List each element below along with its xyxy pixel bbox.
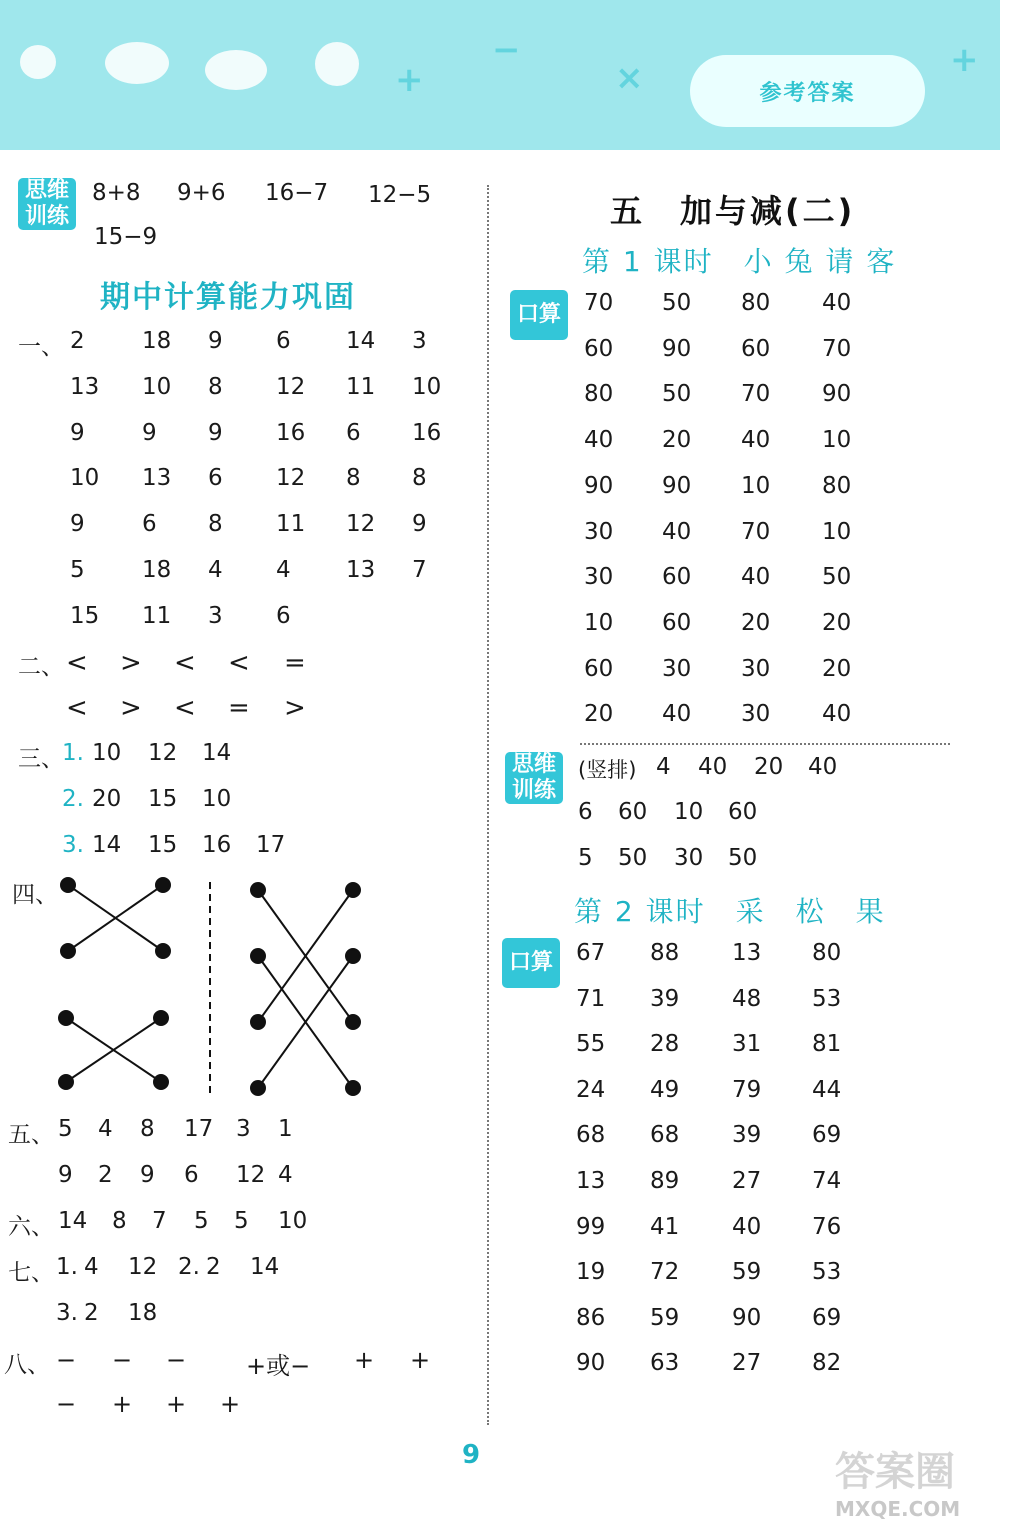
think-item: 15−9 — [94, 224, 158, 250]
answer-cell: 4 — [278, 1162, 293, 1188]
answer-cell: 70 — [584, 290, 614, 316]
answer-cell: 11 — [276, 511, 306, 538]
answer-cell: 28 — [650, 1031, 680, 1058]
dotted-separator — [580, 743, 950, 745]
answer-cell: 20 — [662, 427, 692, 454]
answer-cell: 6 — [578, 799, 593, 825]
answer-label: 参考答案 — [690, 55, 925, 127]
answer-cell: 30 — [741, 701, 771, 728]
chapter-title: 五 加与减(二) — [610, 192, 856, 230]
answer-cell: 5 — [70, 557, 85, 583]
kousuan-badge — [510, 290, 568, 340]
answer-cell: 40 — [741, 564, 771, 591]
match-dot — [59, 1011, 73, 1025]
answer-cell: 55 — [576, 1031, 606, 1058]
answer-cell: 40 — [822, 290, 852, 316]
answer-cell: 40 — [732, 1213, 762, 1240]
compare-symbol: < — [174, 648, 196, 678]
answer-cell: 10 — [584, 609, 614, 636]
cloud-icon — [20, 45, 56, 79]
answer-cell: 17 — [256, 832, 286, 858]
answer-cell: 20 — [754, 754, 784, 780]
compare-symbol: < — [228, 648, 250, 678]
answer-cell: 10 — [278, 1208, 308, 1234]
answer-cell: 50 — [618, 844, 648, 871]
badge-line: 思维 — [511, 752, 556, 777]
answer-cell: 14 — [346, 328, 376, 354]
badge-line: 训练 — [24, 204, 69, 229]
answer-cell: 60 — [662, 609, 692, 636]
answer-cell: 2 — [98, 1162, 113, 1188]
answer-cell: 69 — [812, 1122, 842, 1149]
q4-label: 四、 — [12, 882, 58, 908]
match-dot — [346, 1081, 360, 1095]
column-divider — [487, 185, 489, 1425]
sign-cell: + — [166, 1390, 187, 1418]
match-dot — [59, 1075, 73, 1089]
answer-cell: 40 — [662, 701, 692, 728]
answer-cell: 27 — [732, 1350, 762, 1377]
match-dot — [346, 1015, 360, 1029]
answer-cell: 40 — [662, 518, 692, 545]
answer-cell: 2 — [206, 1254, 221, 1280]
compare-symbol: = — [284, 648, 306, 678]
badge-line: 训练 — [511, 778, 556, 803]
answer-cell: 10 — [142, 373, 172, 400]
match-dot — [346, 883, 360, 897]
answer-cell: 90 — [662, 335, 692, 362]
answer-cell: 67 — [576, 940, 606, 966]
answer-cell: 5 — [578, 844, 593, 871]
answer-cell: 14 — [92, 832, 122, 858]
answer-cell: 60 — [741, 335, 771, 362]
answer-cell: 4 — [656, 754, 671, 780]
kousuan-badge — [502, 938, 560, 988]
match-dot — [251, 1015, 265, 1029]
q2-label: 二、 — [18, 654, 64, 680]
answer-cell: 40 — [698, 754, 728, 780]
answer-cell: 80 — [812, 940, 842, 966]
header-banner — [0, 0, 1000, 150]
compare-symbol: < — [66, 693, 88, 723]
answer-cell: 1. — [56, 1254, 78, 1280]
answer-cell: 40 — [822, 701, 852, 728]
answer-cell: 30 — [662, 655, 692, 682]
answer-cell: 49 — [650, 1076, 680, 1103]
match-dot — [61, 878, 75, 892]
answer-cell: 50 — [822, 564, 852, 591]
answer-cell: 53 — [812, 1259, 842, 1286]
plus-icon: + — [950, 40, 979, 80]
answer-cell: 10 — [741, 472, 771, 499]
sign-cell: +或− — [246, 1352, 311, 1380]
answer-cell: 50 — [728, 844, 758, 871]
answer-cell: 60 — [728, 799, 758, 825]
answer-cell: 9 — [208, 419, 223, 446]
answer-cell: 76 — [812, 1213, 842, 1240]
answer-cell: 3 — [412, 328, 427, 354]
lesson1-title: 第 1 课时 小 兔 请 客 — [582, 245, 897, 278]
answer-cell: 27 — [732, 1168, 762, 1194]
answer-cell: 4 — [98, 1116, 113, 1142]
answer-cell: 40 — [808, 754, 838, 780]
cloud-icon — [105, 42, 169, 84]
answer-cell: 8 — [140, 1116, 155, 1142]
answer-cell: 63 — [650, 1350, 680, 1377]
answer-cell: 18 — [128, 1300, 158, 1326]
answer-cell: 3. — [56, 1300, 78, 1326]
answer-cell: 20 — [741, 609, 771, 636]
answer-cell: 12 — [346, 511, 376, 538]
answer-cell: 17 — [184, 1116, 214, 1142]
sign-cell: + — [112, 1390, 133, 1418]
answer-cell: 89 — [650, 1168, 680, 1194]
answer-cell: 18 — [142, 328, 172, 354]
watermark — [835, 1440, 1005, 1530]
answer-cell: 70 — [822, 335, 852, 362]
answer-cell: 41 — [650, 1213, 680, 1240]
match-dot — [156, 944, 170, 958]
answer-cell: 88 — [650, 940, 680, 966]
answer-cell: 3 — [208, 602, 223, 629]
answer-cell: 90 — [822, 381, 852, 408]
answer-cell: 90 — [584, 472, 614, 499]
answer-cell: 59 — [650, 1304, 680, 1331]
answer-cell: 10 — [92, 740, 122, 766]
page-number: 9 — [462, 1440, 481, 1470]
answer-cell: 8 — [208, 373, 223, 400]
q6-label: 六、 — [8, 1214, 54, 1240]
answer-cell: 9 — [142, 419, 157, 446]
sub-number: 3. — [62, 832, 84, 858]
answer-cell: 18 — [142, 557, 172, 583]
compare-symbol: > — [120, 648, 142, 678]
answer-cell: 68 — [576, 1122, 606, 1149]
think-badge-right — [505, 752, 563, 804]
answer-cell: 10 — [202, 786, 232, 812]
answer-cell: 60 — [584, 655, 614, 682]
badge-line: 口算 — [508, 950, 553, 975]
think-item: 16−7 — [265, 180, 329, 206]
answer-cell: 4 — [276, 557, 291, 583]
answer-cell: 2 — [70, 328, 85, 354]
lesson2-title: 第 2 课时 采 松 果 — [574, 895, 886, 928]
answer-cell: 16 — [276, 419, 306, 446]
answer-cell: 82 — [812, 1350, 842, 1377]
answer-cell: 8 — [346, 465, 361, 492]
answer-cell: 40 — [584, 427, 614, 454]
matching-diagram — [50, 870, 430, 1100]
answer-cell: 24 — [576, 1076, 606, 1103]
match-dot — [346, 949, 360, 963]
answer-cell: 79 — [732, 1076, 762, 1103]
answer-cell: 14 — [58, 1208, 88, 1234]
minus-icon: − — [492, 30, 521, 70]
answer-cell: 13 — [576, 1168, 606, 1194]
match-dot — [154, 1075, 168, 1089]
answer-cell: 8 — [208, 511, 223, 538]
sub-number: 1. — [62, 740, 84, 766]
answer-cell: 71 — [576, 985, 606, 1012]
rain-cloud-icon — [205, 50, 267, 90]
answer-cell: 6 — [142, 511, 157, 538]
answer-cell: 2 — [84, 1300, 99, 1326]
answer-cell: 53 — [812, 985, 842, 1012]
answer-cell: 86 — [576, 1304, 606, 1331]
times-icon: × — [615, 58, 644, 98]
answer-cell: 20 — [584, 701, 614, 728]
answer-cell: 1 — [278, 1116, 293, 1142]
answer-cell: 20 — [822, 609, 852, 636]
section-title: 期中计算能力巩固 — [100, 280, 356, 315]
answer-cell: 59 — [732, 1259, 762, 1286]
answer-cell: 10 — [822, 518, 852, 545]
answer-cell: 80 — [584, 381, 614, 408]
answer-cell: 4 — [208, 557, 223, 583]
answer-cell: 99 — [576, 1213, 606, 1240]
answer-cell: 15 — [70, 602, 100, 629]
think-badge — [18, 178, 76, 230]
answer-cell: 90 — [576, 1350, 606, 1377]
match-dot — [61, 944, 75, 958]
answer-cell: 7 — [412, 557, 427, 583]
match-dot — [154, 1011, 168, 1025]
answer-cell: 3 — [236, 1116, 251, 1142]
badge-line: 口算 — [516, 302, 561, 327]
answer-cell: 11 — [346, 373, 376, 400]
watermark-line: 答案圈 — [835, 1449, 955, 1495]
answer-cell: 16 — [202, 832, 232, 858]
sign-cell: + — [220, 1390, 241, 1418]
sign-cell: + — [354, 1346, 375, 1374]
q8-label: 八、 — [4, 1352, 50, 1378]
answer-cell: 11 — [142, 602, 172, 629]
answer-cell: 7 — [152, 1208, 167, 1234]
answer-cell: 69 — [812, 1304, 842, 1331]
answer-cell: 90 — [662, 472, 692, 499]
answer-cell: 8 — [112, 1208, 127, 1234]
q3-label: 三、 — [18, 746, 64, 772]
answer-cell: 13 — [70, 373, 100, 400]
answer-cell: 80 — [822, 472, 852, 499]
answer-cell: 16 — [412, 419, 442, 446]
answer-cell: 50 — [662, 381, 692, 408]
answer-cell: 9 — [140, 1162, 155, 1188]
sign-cell: − — [56, 1346, 77, 1374]
watermark-line: MXQE.COM — [835, 1497, 961, 1521]
answer-cell: 14 — [250, 1254, 280, 1280]
answer-cell: 2. — [178, 1254, 200, 1280]
answer-cell: 19 — [576, 1259, 606, 1286]
answer-cell: 6 — [276, 602, 291, 629]
think-item: 8+8 — [92, 180, 141, 206]
sign-cell: − — [166, 1346, 187, 1374]
answer-cell: 9 — [58, 1162, 73, 1188]
answer-cell: 13 — [346, 557, 376, 583]
answer-cell: 14 — [202, 740, 232, 766]
answer-cell: 12 — [148, 740, 178, 766]
answer-cell: 20 — [822, 655, 852, 682]
match-dot — [251, 949, 265, 963]
answer-cell: 9 — [412, 511, 427, 538]
answer-cell: 9 — [208, 328, 223, 354]
answer-cell: 60 — [618, 799, 648, 825]
answer-cell: 10 — [674, 799, 704, 825]
compare-symbol: > — [284, 693, 306, 723]
answer-cell: 6 — [346, 419, 361, 446]
answer-cell: 70 — [741, 518, 771, 545]
answer-cell: 10 — [822, 427, 852, 454]
match-dot — [251, 883, 265, 897]
answer-cell: 12 — [236, 1162, 266, 1188]
answer-cell: 30 — [584, 564, 614, 591]
sign-cell: + — [410, 1346, 431, 1374]
answer-cell: 12 — [276, 373, 306, 400]
answer-cell: 6 — [276, 328, 291, 354]
match-dot — [156, 878, 170, 892]
answer-cell: 30 — [584, 518, 614, 545]
answer-cell: 72 — [650, 1259, 680, 1286]
plus-icon: + — [395, 60, 424, 100]
answer-cell: 13 — [732, 940, 762, 966]
answer-cell: 10 — [70, 465, 100, 492]
answer-cell: 60 — [584, 335, 614, 362]
answer-cell: 81 — [812, 1031, 842, 1058]
answer-cell: 44 — [812, 1076, 842, 1103]
compare-symbol: = — [228, 693, 250, 723]
sub-number: 2. — [62, 786, 84, 812]
sign-cell: − — [56, 1390, 77, 1418]
think-item: 12−5 — [368, 182, 432, 208]
answer-cell: 5 — [58, 1116, 73, 1142]
answer-cell: 9 — [70, 419, 85, 446]
answer-cell: 5 — [234, 1208, 249, 1234]
compare-symbol: < — [174, 693, 196, 723]
answer-cell: 40 — [741, 427, 771, 454]
answer-cell: 4 — [84, 1254, 99, 1280]
answer-cell: 10 — [412, 373, 442, 400]
answer-cell: 50 — [662, 290, 692, 316]
badge-line: 思维 — [24, 178, 69, 203]
answer-cell: 74 — [812, 1168, 842, 1194]
answer-cell: 39 — [650, 985, 680, 1012]
answer-cell: 20 — [92, 786, 122, 812]
compare-symbol: > — [120, 693, 142, 723]
think-item: 9+6 — [177, 180, 226, 206]
match-dot — [251, 1081, 265, 1095]
answer-cell: 6 — [208, 465, 223, 492]
q7-label: 七、 — [8, 1260, 54, 1286]
answer-cell: 8 — [412, 465, 427, 492]
answer-cell: 68 — [650, 1122, 680, 1149]
q5-label: 五、 — [8, 1122, 54, 1148]
answer-cell: 80 — [741, 290, 771, 316]
snowflake-icon — [315, 42, 359, 86]
sign-cell: − — [112, 1346, 133, 1374]
answer-cell: 70 — [741, 381, 771, 408]
answer-cell: 12 — [276, 465, 306, 492]
answer-cell: 30 — [741, 655, 771, 682]
answer-cell: 48 — [732, 985, 762, 1012]
answer-cell: 60 — [662, 564, 692, 591]
answer-cell: 31 — [732, 1031, 762, 1058]
compare-symbol: < — [66, 648, 88, 678]
answer-cell: 5 — [194, 1208, 209, 1234]
vertical-label: (竖排) — [578, 758, 637, 782]
answer-cell: 39 — [732, 1122, 762, 1149]
answer-cell: 15 — [148, 832, 178, 858]
answer-cell: 13 — [142, 465, 172, 492]
answer-cell: 12 — [128, 1254, 158, 1280]
answer-cell: 90 — [732, 1304, 762, 1331]
answer-cell: 30 — [674, 844, 704, 871]
answer-cell: 6 — [184, 1162, 199, 1188]
q1-label: 一、 — [18, 334, 64, 360]
answer-cell: 9 — [70, 511, 85, 538]
answer-cell: 15 — [148, 786, 178, 812]
